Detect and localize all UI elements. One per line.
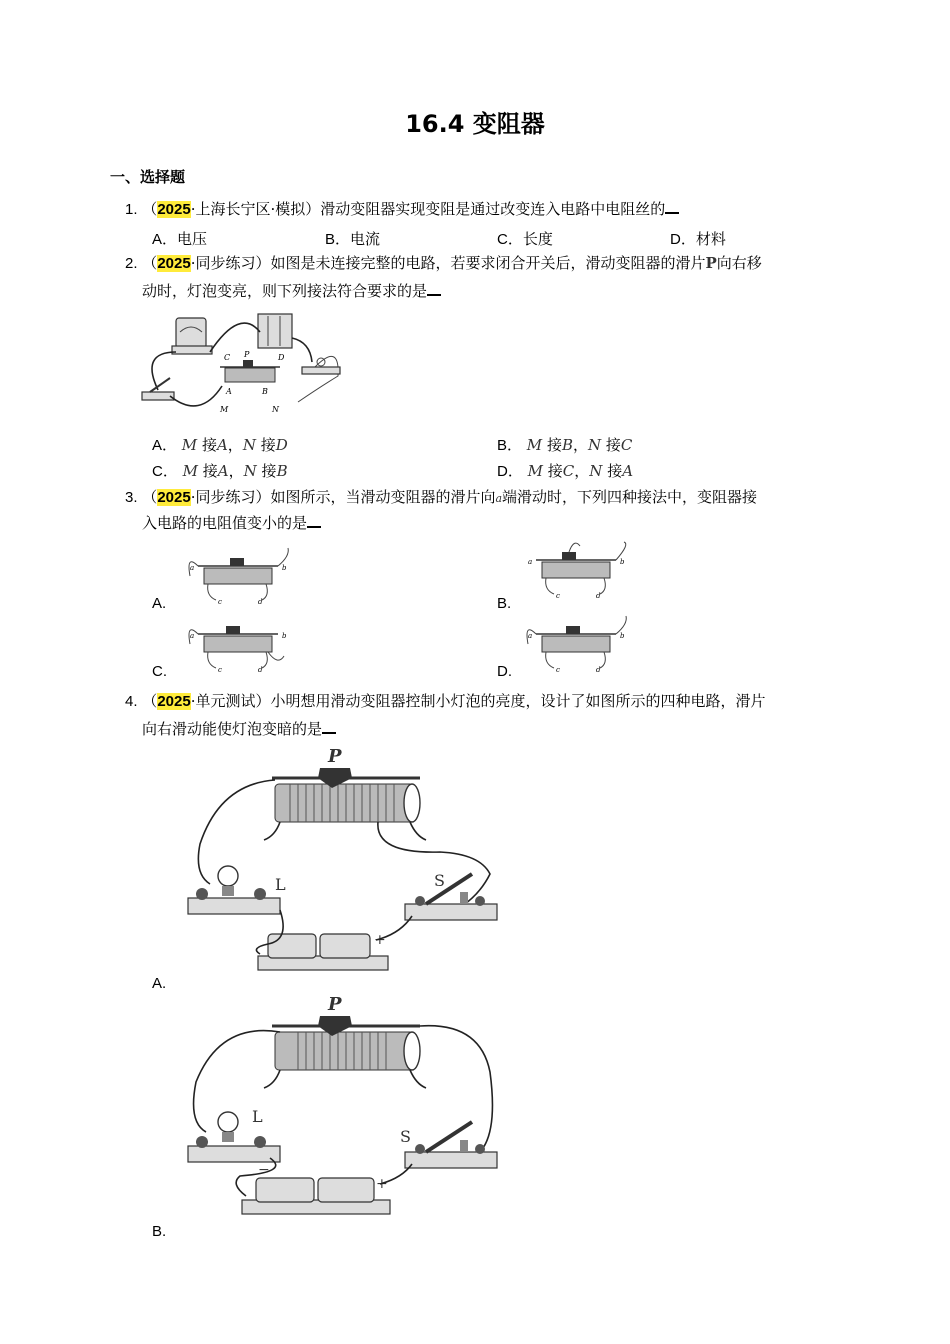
svg-text:+: +: [376, 1176, 388, 1192]
svg-text:M: M: [220, 405, 229, 414]
rheostat-icon: [204, 636, 272, 652]
battery-icon: [258, 314, 292, 348]
rheostat-figure-d: [524, 616, 628, 676]
answer-blank: [322, 718, 336, 734]
rheostat-figure-a: [186, 548, 290, 608]
circuit-figure-a: [180, 744, 510, 974]
svg-text:b: b: [620, 558, 625, 566]
switch-icon: [405, 1152, 497, 1168]
option-d[interactable]: D． M 接C，N 接A: [497, 462, 634, 480]
option-a[interactable]: A.: [152, 595, 167, 612]
year-badge: 2025: [157, 489, 191, 506]
question-3: 3. （2025·同步练习）如图所示，当滑动变阻器的滑片向a端滑动时，下列四种接法中，变阻器接: [125, 488, 758, 506]
rheostat-icon: [225, 368, 275, 382]
rheostat-icon: [542, 562, 610, 578]
svg-text:a: a: [190, 632, 195, 640]
svg-text:−: −: [258, 1162, 270, 1178]
question-number: 2.: [125, 255, 138, 272]
rheostat-figure-b: [524, 542, 628, 602]
svg-text:A: A: [226, 387, 232, 396]
question-2: 2. （2025·同步练习）如图是未连接完整的电路，若要求闭合开关后，滑动变阻器的滑片P向右移: [125, 254, 762, 272]
svg-text:b: b: [282, 632, 287, 640]
svg-text:P: P: [328, 994, 342, 1015]
question-text: 小明想用滑动变阻器控制小灯泡的亮度，设计了如图所示的四种电路，滑片: [270, 692, 766, 710]
question-text: 如图所示，当滑动变阻器的滑片向: [270, 488, 496, 506]
page-title: 16.4 变阻器: [405, 110, 545, 138]
option-b[interactable]: B．电流: [325, 230, 381, 248]
svg-text:C: C: [224, 353, 231, 362]
answer-blank: [427, 280, 441, 296]
switch-icon: [142, 392, 174, 400]
svg-text:a: a: [528, 632, 533, 640]
option-a[interactable]: A．电压: [152, 230, 208, 248]
rheostat-icon: [275, 1032, 415, 1070]
svg-text:a: a: [528, 558, 533, 566]
option-d[interactable]: D.: [497, 663, 512, 680]
option-c[interactable]: C． M 接A，N 接B: [152, 462, 288, 480]
rheostat-figure-c: [186, 616, 290, 676]
svg-text:+: +: [374, 932, 386, 948]
svg-text:d: d: [596, 592, 601, 600]
svg-text:P: P: [328, 746, 342, 767]
svg-text:P: P: [244, 350, 250, 359]
svg-text:d: d: [258, 598, 263, 606]
symbol-p: P: [705, 254, 717, 272]
circuit-figure-b: [180, 992, 510, 1222]
circuit-figure-q2: [140, 312, 350, 420]
bulb-icon: [188, 898, 280, 914]
svg-text:a: a: [190, 564, 195, 572]
switch-icon: [405, 904, 497, 920]
symbol-a: a: [495, 492, 503, 505]
option-c[interactable]: C.: [152, 663, 167, 680]
svg-text:L: L: [252, 1107, 263, 1126]
question-2-cont: 动时，灯泡变亮，则下列接法符合要求的是: [142, 280, 441, 302]
question-source: ·同步练习）: [190, 488, 271, 506]
rheostat-icon: [204, 568, 272, 584]
answer-blank: [665, 198, 679, 214]
svg-text:L: L: [275, 875, 286, 894]
svg-text:d: d: [258, 666, 263, 674]
svg-text:c: c: [556, 592, 560, 600]
year-badge: 2025: [157, 255, 191, 272]
option-b[interactable]: B.: [497, 595, 512, 612]
question-text: 滑动变阻器实现变阻是通过改变连入电路中电阻丝的: [320, 200, 666, 218]
answer-blank: [307, 512, 321, 528]
option-b[interactable]: B． M 接B，N 接C: [497, 436, 633, 454]
svg-text:S: S: [400, 1127, 411, 1146]
question-1: 1. （2025·上海长宁区·模拟）滑动变阻器实现变阻是通过改变连入电路中电阻丝的: [125, 198, 679, 221]
question-number: 3.: [125, 489, 138, 506]
svg-text:B: B: [262, 387, 268, 396]
rheostat-icon: [542, 636, 610, 652]
bulb-icon: [188, 1146, 280, 1162]
svg-text:c: c: [218, 666, 222, 674]
svg-text:c: c: [218, 598, 222, 606]
svg-text:d: d: [596, 666, 601, 674]
question-4: 4. （2025·单元测试）小明想用滑动变阻器控制小灯泡的亮度，设计了如图所示的四种电路，滑片: [125, 692, 766, 710]
year-badge: 2025: [157, 693, 191, 710]
question-source: ·上海长宁区·模拟）: [190, 200, 321, 218]
option-a[interactable]: A.: [152, 975, 167, 992]
option-d[interactable]: D．材料: [670, 230, 726, 248]
bulb-icon: [302, 367, 340, 374]
option-c[interactable]: C．长度: [497, 230, 553, 248]
svg-text:b: b: [620, 632, 625, 640]
question-source: ·单元测试）: [190, 692, 271, 710]
svg-text:b: b: [282, 564, 287, 572]
svg-text:c: c: [556, 666, 560, 674]
question-3-cont: 入电路的电阻值变小的是: [142, 512, 321, 534]
section-heading: 一、选择题: [110, 168, 186, 186]
option-a[interactable]: A． M 接A，N 接D: [152, 436, 288, 454]
ammeter-icon: [176, 318, 206, 348]
svg-text:N: N: [272, 405, 279, 414]
question-text: 如图是未连接完整的电路，若要求闭合开关后，滑动变阻器的滑片: [270, 254, 706, 272]
svg-text:D: D: [278, 353, 285, 362]
svg-text:S: S: [434, 871, 445, 890]
question-source: ·同步练习）: [190, 254, 271, 272]
question-number: 1.: [125, 201, 138, 218]
option-b[interactable]: B.: [152, 1223, 167, 1240]
question-number: 4.: [125, 693, 138, 710]
year-badge: 2025: [157, 201, 191, 218]
question-4-cont: 向右滑动能使灯泡变暗的是: [142, 718, 336, 740]
